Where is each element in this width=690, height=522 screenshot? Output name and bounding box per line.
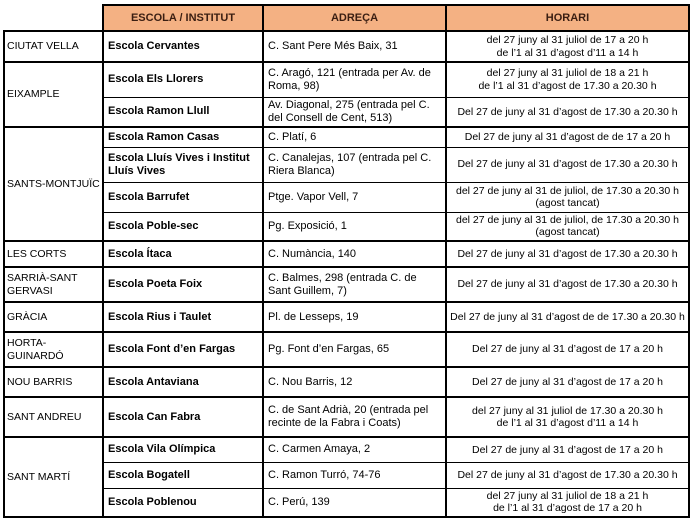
school-cell: Escola Ítaca <box>103 241 263 267</box>
hours-line: de l’1 al 31 d’agost de 17.30 a 20.30 h <box>478 79 657 92</box>
hours-cell <box>446 437 689 462</box>
address-cell: C. Sant Pere Més Baix, 31 <box>263 31 446 62</box>
district-cell: HORTA-GUINARDÓ <box>4 332 103 367</box>
address-cell: C. Perú, 139 <box>263 488 446 517</box>
district-cell: GRÀCIA <box>4 302 103 332</box>
district-cell: SARRIÀ-SANT GERVASI <box>4 267 103 302</box>
table-row <box>4 62 689 97</box>
blank-corner-cell <box>4 5 103 31</box>
address-cell: C. Aragó, 121 (entrada per Av. de Roma, 98) <box>263 62 446 97</box>
hours-line: Del 27 de juny al 31 d’agost de 17.30 a 20.30 h <box>457 158 678 171</box>
hours-cell <box>446 212 689 241</box>
address-cell: C. Numància, 140 <box>263 241 446 267</box>
district-cell: NOU BARRIS <box>4 367 103 397</box>
table-row <box>4 241 689 267</box>
hours-line: de l’1 al 31 d’agost de 17 a 20 h <box>493 502 642 515</box>
address-cell: C. de Sant Adrià, 20 (entrada pel recinte de la Fabra i Coats) <box>263 397 446 437</box>
hours-cell <box>446 267 689 302</box>
table-row <box>4 437 689 462</box>
hours-line: del 27 juny al 31 juliol de 17.30 a 20.30 h <box>472 404 663 417</box>
hours-cell <box>446 462 689 488</box>
hours-cell <box>446 397 689 437</box>
table-row <box>4 212 689 241</box>
summer-schools-table <box>3 4 690 518</box>
hours-line: de l’1 al 31 d’agost d’11 a 14 h <box>496 417 639 429</box>
address-cell: Ptge. Vapor Vell, 7 <box>263 182 446 212</box>
school-cell: Escola Bogatell <box>103 462 263 488</box>
table-row <box>4 488 689 517</box>
hours-line: de l’1 al 31 d’agost d’11 a 14 h <box>496 46 639 59</box>
hours-cell <box>446 31 689 62</box>
address-cell: C. Nou Barris, 12 <box>263 367 446 397</box>
hours-line: Del 27 de juny al 31 d’agost de 17 a 20 h <box>472 443 663 456</box>
school-cell: Escola Vila Olímpica <box>103 437 263 462</box>
school-cell: Escola Poble-sec <box>103 212 263 241</box>
hours-line: Del 27 de juny al 31 d’agost de de 17 a 20 h <box>464 131 671 144</box>
school-cell: Escola Can Fabra <box>103 397 263 437</box>
hours-cell <box>446 182 689 212</box>
hours-cell <box>446 62 689 97</box>
address-cell: Av. Diagonal, 275 (entrada pel C. del Consell de Cent, 513) <box>263 97 446 127</box>
hours-line: Del 27 de juny al 31 d’agost de 17.30 a 20.30 h <box>457 278 678 291</box>
district-cell: SANT ANDREU <box>4 397 103 437</box>
district-cell: SANTS-MONTJUÏC <box>4 127 103 241</box>
hours-cell <box>446 127 689 147</box>
table-row <box>4 267 689 302</box>
table-row <box>4 332 689 367</box>
hours-cell <box>446 488 689 517</box>
district-cell: SANT MARTÍ <box>4 437 103 517</box>
address-cell: C. Carmen Amaya, 2 <box>263 437 446 462</box>
table-row <box>4 147 689 182</box>
school-cell: Escola Els Llorers <box>103 62 263 97</box>
hours-line: Del 27 de juny al 31 d’agost de 17.30 a 20.30 h <box>457 468 678 481</box>
table-row <box>4 367 689 397</box>
address-cell: C. Balmes, 298 (entrada C. de Sant Guillem, 7) <box>263 267 446 302</box>
school-cell: Escola Rius i Taulet <box>103 302 263 332</box>
school-cell: Escola Ramon Llull <box>103 97 263 127</box>
district-cell: EIXAMPLE <box>4 62 103 127</box>
hours-cell <box>446 367 689 397</box>
hours-cell <box>446 97 689 127</box>
hours-line: del 27 juny al 31 juliol de 17 a 20 h <box>486 34 649 47</box>
table-row <box>4 182 689 212</box>
hours-cell <box>446 332 689 367</box>
school-cell: Escola Cervantes <box>103 31 263 62</box>
address-cell: Pg. Font d’en Fargas, 65 <box>263 332 446 367</box>
address-cell: C. Platí, 6 <box>263 127 446 147</box>
header-row <box>4 5 689 31</box>
address-cell: C. Ramon Turró, 74-76 <box>263 462 446 488</box>
hours-line: del 27 de juny al 31 de juliol, de 17.30 a 20.30 h <box>455 184 679 197</box>
hours-line: Del 27 de juny al 31 d’agost de 17.30 a 20.30 h <box>457 105 678 118</box>
column-header-hours: HORARI <box>446 5 689 31</box>
hours-line: Del 27 de juny al 31 d’agost de 17 a 20 h <box>472 375 663 388</box>
hours-line: Del 27 de juny al 31 d’agost de de 17.30 a 20.30 h <box>450 310 685 323</box>
hours-line: Del 27 de juny al 31 d’agost de 17.30 a 20.30 h <box>457 247 678 260</box>
address-cell: C. Canalejas, 107 (entrada pel C. Riera Blanca) <box>263 147 446 182</box>
school-cell: Escola Poblenou <box>103 488 263 517</box>
hours-line: del 27 de juny al 31 de juliol, de 17.30 a 20.30 h <box>455 213 679 226</box>
column-header-address: ADREÇA <box>263 5 446 31</box>
table-row <box>4 302 689 332</box>
school-cell: Escola Barrufet <box>103 182 263 212</box>
district-cell: CIUTAT VELLA <box>4 31 103 62</box>
hours-line: Del 27 de juny al 31 d’agost de 17 a 20 h <box>472 343 663 356</box>
hours-line: del 27 juny al 31 juliol de 18 a 21 h <box>486 489 649 502</box>
school-cell: Escola Font d’en Fargas <box>103 332 263 367</box>
school-cell: Escola Ramon Casas <box>103 127 263 147</box>
table-row <box>4 397 689 437</box>
hours-line: del 27 juny al 31 juliol de 18 a 21 h <box>486 67 649 80</box>
school-cell: Escola Antaviana <box>103 367 263 397</box>
hours-cell <box>446 302 689 332</box>
table-row <box>4 97 689 127</box>
hours-line: (agost tancat) <box>535 197 600 209</box>
hours-cell <box>446 147 689 182</box>
table-row <box>4 31 689 62</box>
table-row <box>4 462 689 488</box>
district-cell: LES CORTS <box>4 241 103 267</box>
school-cell: Escola Poeta Foix <box>103 267 263 302</box>
column-header-school: ESCOLA / INSTITUT <box>103 5 263 31</box>
table-row <box>4 127 689 147</box>
school-cell: Escola Lluís Vives i Institut Lluís Vives <box>103 147 263 182</box>
address-cell: Pg. Exposició, 1 <box>263 212 446 241</box>
hours-line: (agost tancat) <box>535 226 600 239</box>
hours-cell <box>446 241 689 267</box>
address-cell: Pl. de Lesseps, 19 <box>263 302 446 332</box>
